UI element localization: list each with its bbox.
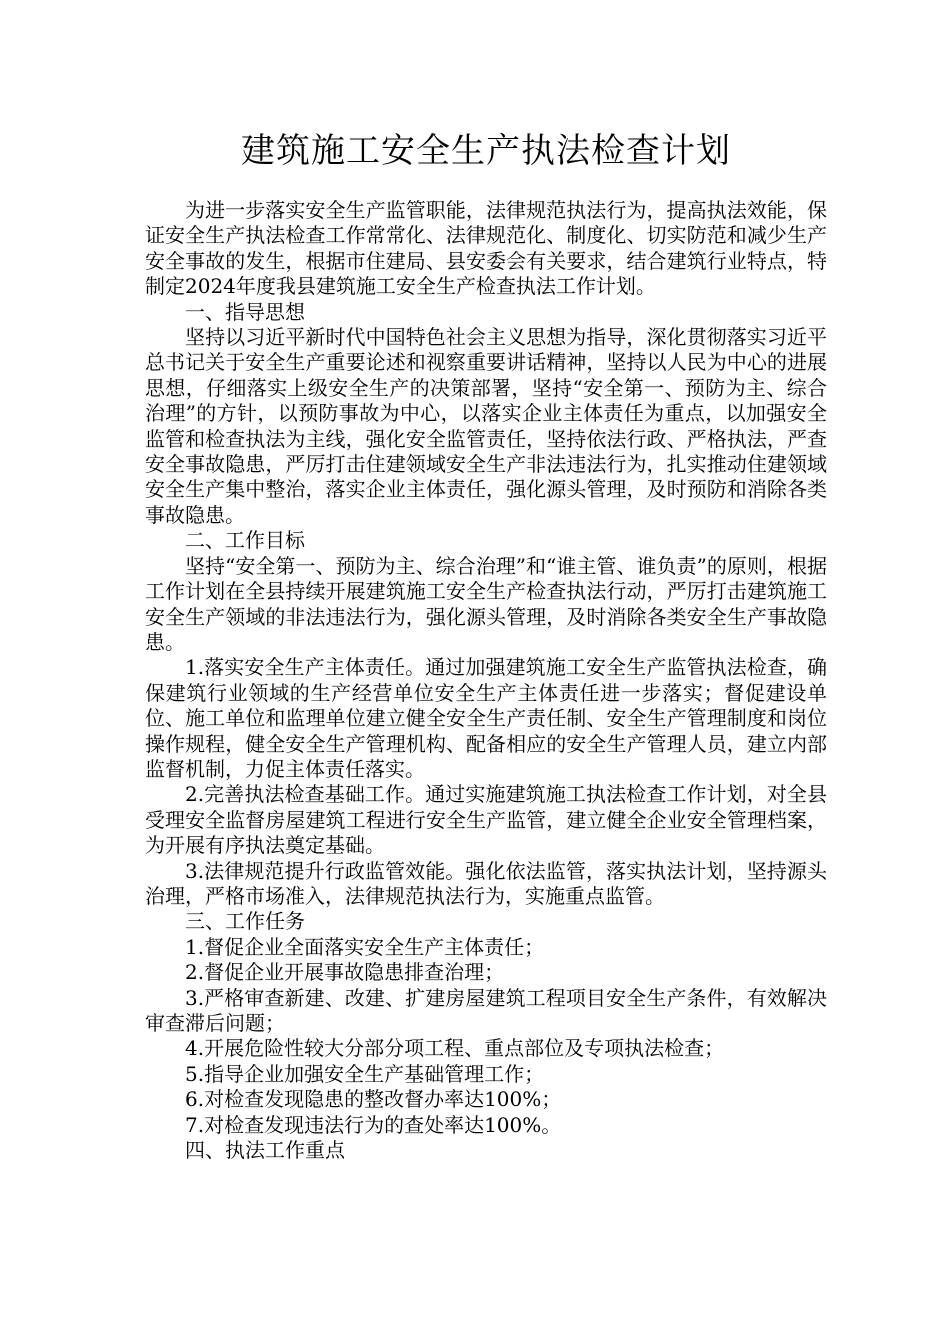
work-task-item: 5.指导企业加强安全生产基础管理工作； (185, 1061, 545, 1086)
document-page (145, 128, 827, 1163)
work-task-item: 6.对检查发现隐患的整改督办率达100%； (185, 1087, 562, 1112)
section-heading-work-tasks: 三、工作任务 (185, 909, 305, 934)
work-goals-paragraph: 坚持“安全第一、预防为主、综合治理”和“谁主管、谁负责”的原则，根据工作计划在全县持续开展建筑施工安全生产检查执法行动，严厉打击建筑施工安全生产领域的非法违法行为，强化源头管理，及时消除各类安全生产事故隐患。 (145, 553, 827, 654)
section-heading-work-goals: 二、工作目标 (185, 528, 305, 553)
work-task-item: 7.对检查发现违法行为的查处率达100%。 (185, 1112, 562, 1137)
section-heading-guiding-ideology: 一、指导思想 (185, 299, 305, 324)
work-goal-item: 1.落实安全生产主体责任。通过加强建筑施工安全生产监管执法检查，确保建筑行业领域的生产经营单位安全生产主体责任进一步落实；督促建设单位、施工单位和监理单位建立健全安全生产责任制、安全生产管理制度和岗位操作规程，健全安全生产管理机构、配备相应的安全生产管理人员，建立内部监督机制，力促主体责任落实。 (145, 655, 827, 781)
section-heading-enforcement-focus: 四、执法工作重点 (185, 1138, 345, 1163)
work-task-item: 2.督促企业开展事故隐患排查治理； (185, 960, 505, 985)
document-title: 建筑施工安全生产执法检查计划 (241, 131, 731, 171)
work-goal-item: 3.法律规范提升行政监管效能。强化依法监管，落实执法计划，坚持源头治理，严格市场准入，法律规范执法行为，实施重点监管。 (145, 858, 827, 908)
intro-paragraph: 为进一步落实安全生产监管职能，法律规范执法行为，提高执法效能，保证安全生产执法检查工作常常化、法律规范化、制度化、切实防范和减少生产安全事故的发生，根据市住建局、县安委会有关要求，结合建筑行业特点，特制定2024年度我县建筑施工安全生产检查执法工作计划。 (145, 198, 827, 299)
work-goal-item: 2.完善执法检查基础工作。通过实施建筑施工执法检查工作计划，对全县受理安全监督房屋建筑工程进行安全生产监管，建立健全企业安全管理档案，为开展有序执法奠定基础。 (145, 782, 827, 858)
work-task-item: 4.开展危险性较大分部分项工程、重点部位及专项执法检查； (185, 1036, 725, 1061)
guiding-ideology-paragraph: 坚持以习近平新时代中国特色社会主义思想为指导，深化贯彻落实习近平总书记关于安全生产重要论述和视察重要讲话精神，坚持以人民为中心的进展思想，仔细落实上级安全生产的决策部署，坚持“安全第一、预防为主、综合治理”的方针，以预防事故为中心，以落实企业主体责任为重点，以加强安全监管和检查执法为主线，强化安全监管责任，坚持依法行政、严格执法，严查安全事故隐患，严厉打击住建领域安全生产非法违法行为，扎实推动住建领域安全生产集中整治，落实企业主体责任，强化源头管理，及时预防和消除各类事故隐患。 (145, 325, 827, 527)
work-task-item: 1.督促企业全面落实安全生产主体责任； (185, 934, 545, 959)
work-task-item: 3.严格审查新建、改建、扩建房屋建筑工程项目安全生产条件，有效解决审查滞后问题； (145, 985, 827, 1035)
